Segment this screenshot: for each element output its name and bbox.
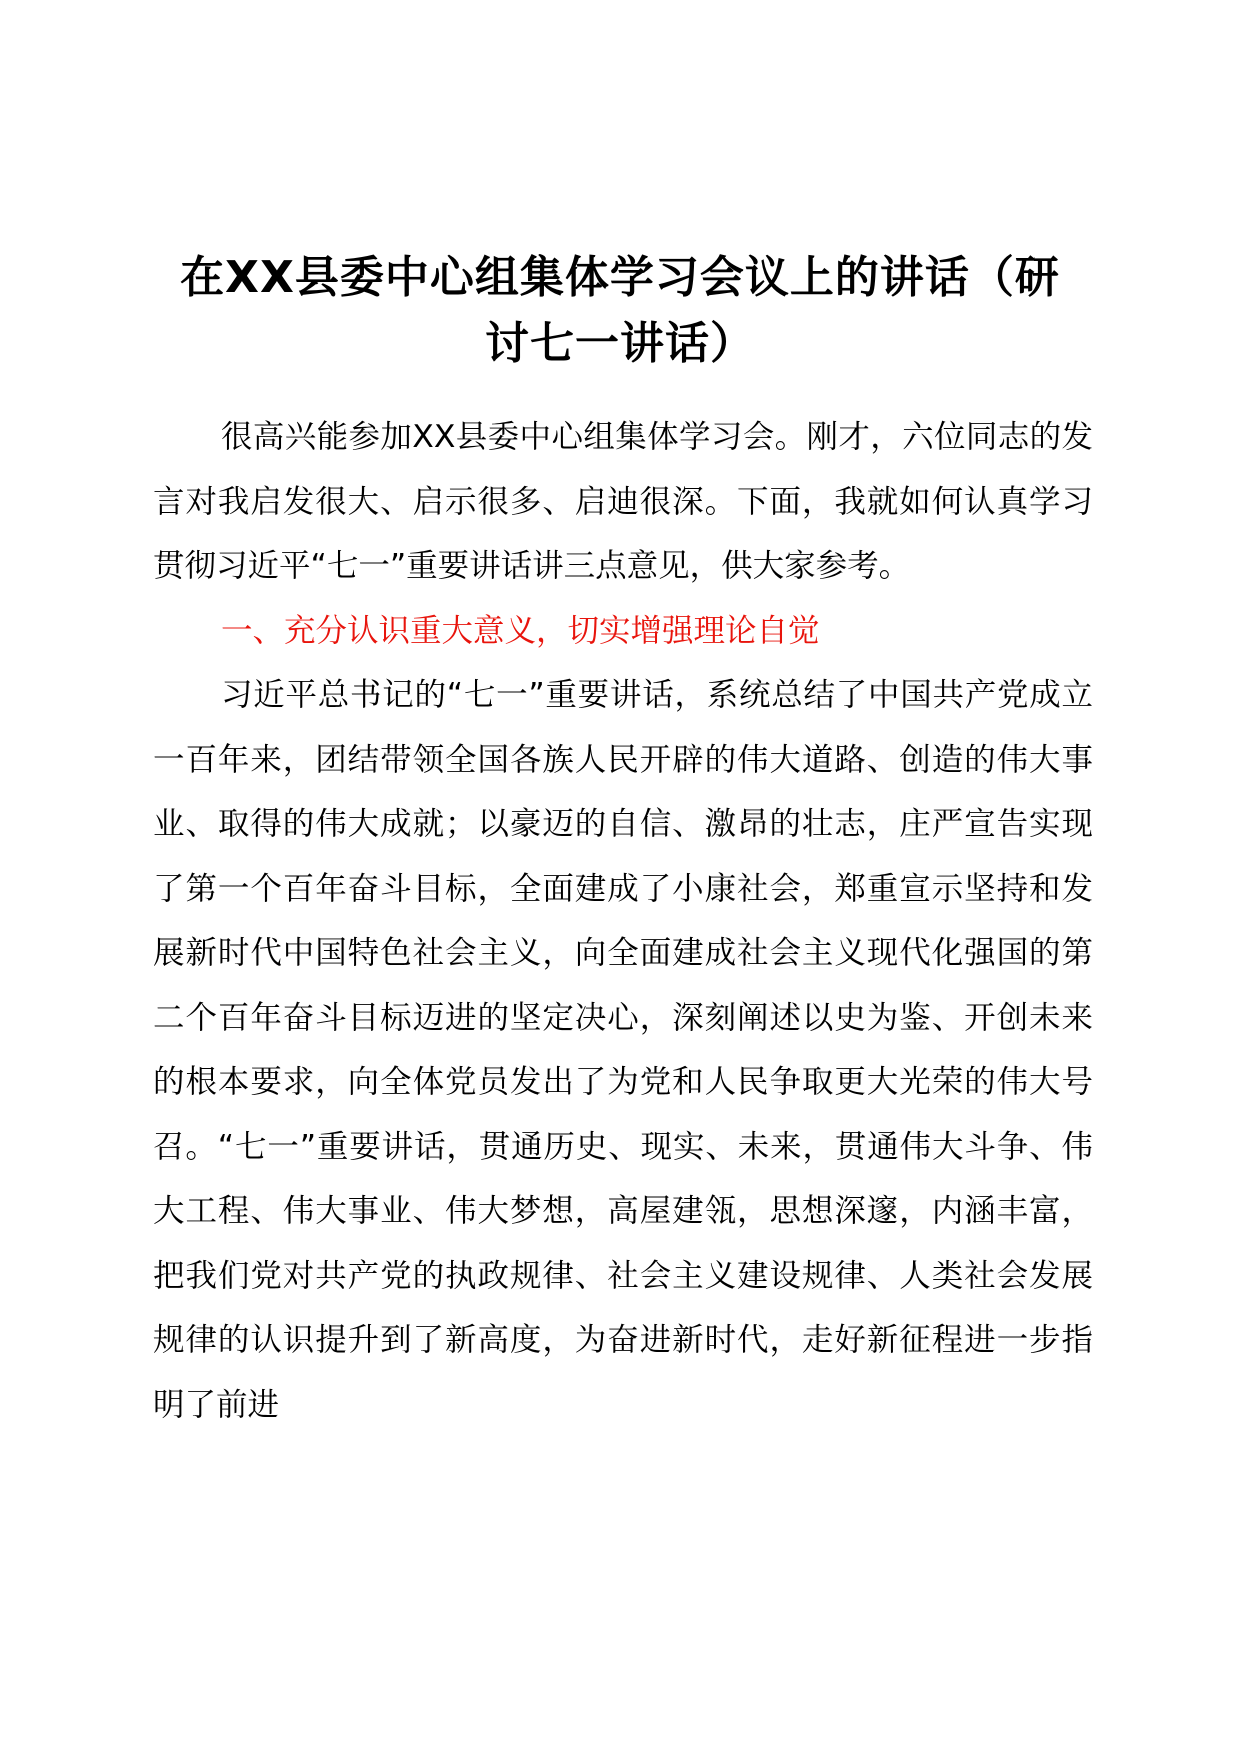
section-1-paragraph: 习近平总书记的“七一”重要讲话，系统总结了中国共产党成立一百年来，团结带领全国各族人民开辟的伟大道路、创造的伟大事业、取得的伟大成就；以豪迈的自信、激昂的壮志，庄严宣告实现了第一个百年奋斗目标，全面建成了小康社会，郑重宣示坚持和发展新时代中国特色社会主义，向全面建成社会主义现代化强国的第二个百年奋斗目标迈进的坚定决心，深刻阐述以史为鉴、开创未来的根本要求，向全体党员发出了为党和人民争取更大光荣的伟大号召。“七一”重要讲话，贯通历史、现实、未来，贯通伟大斗争、伟大工程、伟大事业、伟大梦想，高屋建瓴，思想深邃，内涵丰富，把我们党对共产党的执政规律、社会主义建设规律、人类社会发展规律的认识提升到了新高度，为奋进新时代，走好新征程进一步指明了前进	[153, 677, 1093, 1423]
document-title	[150, 245, 1090, 377]
title-line-1: 在XX县委中心组集体学习会议上的讲话（研	[180, 252, 1060, 303]
document-body	[153, 405, 1093, 1437]
intro-paragraph: 很高兴能参加XX县委中心组集体学习会。刚才，六位同志的发言对我启发很大、启示很多、启迪很深。下面，我就如何认真学习贯彻习近平“七一”重要讲话讲三点意见，供大家参考。	[153, 419, 1093, 584]
section-heading-1: 一、充分认识重大意义，切实增强理论自觉	[221, 612, 820, 649]
title-line-2: 讨七一讲话）	[485, 318, 755, 369]
